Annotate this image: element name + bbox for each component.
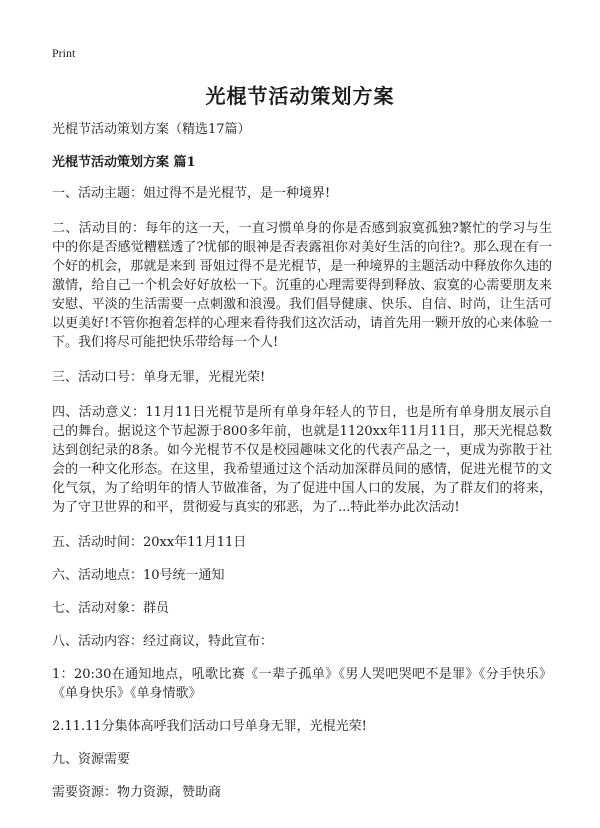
document-title: 光棍节活动策划方案: [205, 84, 395, 108]
paragraph-content: 八、活动内容：经过商议，特此宣布：: [52, 634, 274, 649]
paragraph-resources-heading: 九、资源需要: [52, 752, 131, 767]
paragraph-purpose: 二、活动目的：每年的这一天，一直习惯单身的你是否感到寂寞孤独?繁忙的学习与生中的你是否感觉糟糕透了?忧郁的眼神是否表露祖你对美好生活的向往?。那么现在有一个好的机会，那就是来到 哥姐过得不是光棍节，是一种境界的主题活动中释放你久违的激情，给自己一个机会好好放松一下。沉重的心理需要得到释放、寂寞的心需要朋友来安慰、平淡的生活需要一点刺激和浪漫。我们倡导健康、快乐、自信、时尚，让生活可以更美好!不管你抱着怎样的心理来看待我们这次活动，请首先用一颗开放的心来体验一下。我们将尽可能把快乐带给每一个人!: [52, 221, 552, 350]
paragraph-time: 五、活动时间：20xx年11月11日: [52, 535, 247, 550]
print-label: Print: [52, 46, 76, 60]
document-body: [52, 120, 552, 816]
paragraph-resources: 需要资源：物力资源，赞助商: [52, 785, 222, 800]
document-subtitle: 光棍节活动策划方案（精选17篇）: [52, 122, 251, 137]
paragraph-content-item-2: 2.11.11分集体高呼我们活动口号单身无罪，光棍光荣!: [52, 719, 367, 734]
paragraph-location: 六、活动地点：10号统一通知: [52, 568, 225, 583]
paragraph-theme: 一、活动主题：姐过得不是光棍节，是一种境界!: [52, 186, 331, 201]
paragraph-slogan: 三、活动口号：单身无罪，光棍光荣!: [52, 370, 266, 385]
section-heading: 光棍节活动策划方案 篇1: [52, 155, 196, 170]
paragraph-audience: 七、活动对象：群员: [52, 601, 170, 616]
paragraph-significance: 四、活动意义：11月11日光棍节是所有单身年轻人的节日，也是所有单身朋友展示自己的舞台。据说这个节起源于800多年前，也就是1120xx年11月11日，那天光棍总数达到创纪录的8条。如今光棍节不仅是校园趣味文化的代表产品之一，更成为弥散于社会的一种文化形态。在这里，我希望通过这个活动加深群员间的感情，促进光棍节的文化气氛，为了给明年的情人节做准备，为了促进中国人口的发展，为了群友们的将来，为了守卫世界的和平，贯彻爱与真实的邪恶，为了...特此举办此次活动!: [52, 405, 552, 515]
paragraph-content-item-1: 1：20:30在通知地点，吼歌比赛《一辈子孤单》《男人哭吧哭吧不是罪》《分手快乐》《单身快乐》《单身情歌》: [52, 667, 552, 701]
